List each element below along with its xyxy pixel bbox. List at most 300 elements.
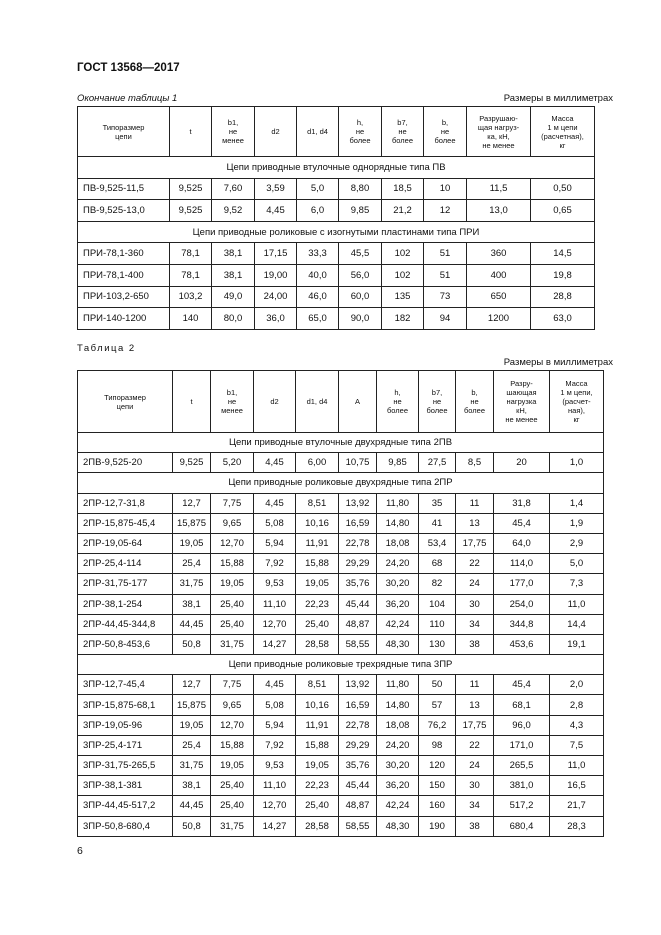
value-cell: 19,05 — [173, 715, 211, 735]
column-header-line: не — [432, 397, 442, 406]
value-cell: 344,8 — [494, 614, 550, 634]
value-cell: 13,92 — [339, 675, 377, 695]
value-cell: 51 — [424, 264, 467, 286]
value-cell: 8,5 — [456, 453, 494, 473]
column-header-line: Разрушаю- — [479, 113, 518, 123]
value-cell: 19,00 — [255, 264, 297, 286]
chain-size-cell: 2ПР-15,875-45,4 — [78, 513, 173, 533]
value-cell: 98 — [419, 735, 456, 755]
column-header — [339, 371, 377, 433]
value-cell: 96,0 — [494, 715, 550, 735]
table2-caption: Таблица 2 — [77, 343, 136, 354]
value-cell: 29,29 — [339, 735, 377, 755]
column-header-line: менее — [221, 406, 243, 415]
value-cell: 4,45 — [254, 493, 296, 513]
column-header-line: t — [189, 127, 192, 136]
value-cell: 31,75 — [211, 816, 254, 836]
value-cell: 48,30 — [377, 634, 419, 654]
value-cell: 38,1 — [212, 243, 255, 265]
value-cell: 48,87 — [339, 614, 377, 634]
column-header-line: ная), — [568, 406, 585, 415]
column-header — [419, 371, 456, 433]
value-cell: 60,0 — [339, 286, 382, 308]
value-cell: 38,1 — [173, 776, 211, 796]
value-cell: 73 — [424, 286, 467, 308]
value-cell: 50,8 — [173, 816, 211, 836]
value-cell: 24,00 — [255, 286, 297, 308]
column-header-line: менее — [222, 136, 244, 145]
table-row — [78, 735, 604, 755]
value-cell: 45,5 — [339, 243, 382, 265]
value-cell: 56,0 — [339, 264, 382, 286]
value-cell: 28,58 — [296, 634, 339, 654]
value-cell: 35 — [419, 493, 456, 513]
value-cell: 11,91 — [296, 533, 339, 553]
value-cell: 30 — [456, 594, 494, 614]
value-cell: 1,4 — [550, 493, 604, 513]
value-cell: 31,75 — [211, 634, 254, 654]
chain-size-cell: 2ПР-44,45-344,8 — [78, 614, 173, 634]
value-cell: 102 — [382, 264, 424, 286]
table-row — [78, 776, 604, 796]
value-cell: 11,10 — [254, 776, 296, 796]
value-cell: 15,88 — [211, 735, 254, 755]
value-cell: 19,05 — [211, 756, 254, 776]
value-cell: 9,525 — [170, 200, 212, 222]
value-cell: 1,9 — [550, 513, 604, 533]
value-cell: 15,88 — [296, 735, 339, 755]
column-header-line: нагрузка — [506, 397, 537, 406]
column-header-line: d1, d4 — [307, 127, 328, 136]
value-cell: 5,20 — [211, 453, 254, 473]
value-cell: 58,55 — [339, 816, 377, 836]
column-header-line: 1 м цепи, — [560, 388, 593, 397]
column-header-line: ка, кН, — [487, 131, 510, 141]
group-row — [78, 473, 604, 493]
value-cell: 16,59 — [339, 513, 377, 533]
value-cell: 8,80 — [339, 178, 382, 200]
value-cell: 10 — [424, 178, 467, 200]
column-header-line: Типоразмер — [104, 392, 146, 402]
value-cell: 19,05 — [211, 574, 254, 594]
column-header-line: Масса — [551, 113, 574, 123]
value-cell: 182 — [382, 308, 424, 330]
value-cell: 76,2 — [419, 715, 456, 735]
value-cell: 20 — [494, 453, 550, 473]
column-header-line: t — [190, 397, 193, 406]
column-header — [254, 371, 296, 433]
column-header-line: b1, — [226, 388, 238, 397]
value-cell: 68 — [419, 554, 456, 574]
group-title: Цепи приводные роликовые с изогнутыми пластинами типа ПРИ — [78, 221, 595, 243]
column-header — [296, 371, 339, 433]
chain-size-cell: 3ПР-38,1-381 — [78, 776, 173, 796]
table2-header-row — [78, 371, 604, 433]
table-row — [78, 796, 604, 816]
value-cell: 171,0 — [494, 735, 550, 755]
value-cell: 2,9 — [550, 533, 604, 553]
value-cell: 42,24 — [377, 796, 419, 816]
value-cell: 46,0 — [297, 286, 339, 308]
value-cell: 0,50 — [531, 178, 595, 200]
column-header-line: d2 — [271, 127, 280, 136]
column-header — [170, 107, 212, 157]
value-cell: 11,91 — [296, 715, 339, 735]
value-cell: 16,5 — [550, 776, 604, 796]
table-row — [78, 453, 604, 473]
value-cell: 27,5 — [419, 453, 456, 473]
column-header-line: более — [463, 406, 486, 415]
table-row — [78, 594, 604, 614]
chain-size-cell: 3ПР-19,05-96 — [78, 715, 173, 735]
value-cell: 12,7 — [173, 675, 211, 695]
value-cell: 14,80 — [377, 695, 419, 715]
value-cell: 33,3 — [297, 243, 339, 265]
chain-size-cell: 3ПР-25,4-171 — [78, 735, 173, 755]
column-header-line: более — [434, 136, 456, 145]
column-header — [211, 371, 254, 433]
value-cell: 45,44 — [339, 594, 377, 614]
value-cell: 94 — [424, 308, 467, 330]
value-cell: 150 — [419, 776, 456, 796]
value-cell: 35,76 — [339, 574, 377, 594]
value-cell: 8,51 — [296, 675, 339, 695]
chain-size-cell: ПРИ-78,1-360 — [78, 243, 170, 265]
value-cell: 12,70 — [254, 614, 296, 634]
table1-units: Размеры в миллиметрах — [503, 93, 613, 104]
value-cell: 130 — [419, 634, 456, 654]
column-header — [382, 107, 424, 157]
table-row — [78, 243, 595, 265]
value-cell: 11,0 — [550, 756, 604, 776]
value-cell: 78,1 — [170, 264, 212, 286]
value-cell: 48,30 — [377, 816, 419, 836]
value-cell: 24 — [456, 756, 494, 776]
column-header-line: не — [393, 397, 402, 406]
value-cell: 51 — [424, 243, 467, 265]
value-cell: 453,6 — [494, 634, 550, 654]
value-cell: 11,80 — [377, 675, 419, 695]
table-row — [78, 308, 595, 330]
value-cell: 11,80 — [377, 493, 419, 513]
group-row — [78, 157, 595, 179]
column-header-line: 1 м цепи — [547, 122, 578, 132]
value-cell: 90,0 — [339, 308, 382, 330]
value-cell: 9,85 — [339, 200, 382, 222]
value-cell: 9,52 — [212, 200, 255, 222]
group-title: Цепи приводные втулочные двухрядные типа 2ПВ — [78, 433, 604, 453]
chain-size-cell: 2ПР-19,05-64 — [78, 533, 173, 553]
group-row — [78, 655, 604, 675]
value-cell: 13,0 — [467, 200, 531, 222]
value-cell: 36,0 — [255, 308, 297, 330]
column-header-line: (расчет- — [562, 397, 591, 406]
value-cell: 2,8 — [550, 695, 604, 715]
value-cell: 11 — [456, 493, 494, 513]
column-header-line: не — [470, 397, 479, 406]
value-cell: 140 — [170, 308, 212, 330]
value-cell: 22,23 — [296, 594, 339, 614]
value-cell: 22,78 — [339, 715, 377, 735]
value-cell: 6,00 — [296, 453, 339, 473]
value-cell: 160 — [419, 796, 456, 816]
table-row — [78, 178, 595, 200]
column-header — [212, 107, 255, 157]
column-header-line: h, — [356, 118, 364, 127]
column-header-line: кг — [559, 140, 566, 150]
value-cell: 78,1 — [170, 243, 212, 265]
chain-size-cell: 3ПР-12,7-45,4 — [78, 675, 173, 695]
column-header — [173, 371, 211, 433]
value-cell: 19,8 — [531, 264, 595, 286]
value-cell: 14,4 — [550, 614, 604, 634]
value-cell: 17,15 — [255, 243, 297, 265]
column-header-line: не менее — [505, 415, 538, 424]
value-cell: 25,40 — [211, 796, 254, 816]
value-cell: 64,0 — [494, 533, 550, 553]
value-cell: 15,875 — [173, 513, 211, 533]
column-header — [78, 371, 173, 433]
value-cell: 7,3 — [550, 574, 604, 594]
column-header-line: не менее — [482, 140, 515, 150]
chain-size-cell: 3ПР-50,8-680,4 — [78, 816, 173, 836]
value-cell: 22 — [456, 554, 494, 574]
value-cell: 190 — [419, 816, 456, 836]
value-cell: 25,4 — [173, 735, 211, 755]
column-header-line: более — [426, 406, 448, 415]
chain-size-cell: ПВ-9,525-11,5 — [78, 178, 170, 200]
value-cell: 25,40 — [211, 776, 254, 796]
value-cell: 120 — [419, 756, 456, 776]
value-cell: 82 — [419, 574, 456, 594]
value-cell: 38,1 — [212, 264, 255, 286]
value-cell: 680,4 — [494, 816, 550, 836]
value-cell: 31,75 — [173, 756, 211, 776]
value-cell: 18,08 — [377, 533, 419, 553]
value-cell: 38,1 — [173, 594, 211, 614]
value-cell: 34 — [456, 614, 494, 634]
value-cell: 12 — [424, 200, 467, 222]
column-header-line: не — [355, 127, 365, 136]
table-row — [78, 675, 604, 695]
value-cell: 49,0 — [212, 286, 255, 308]
value-cell: 4,45 — [255, 200, 297, 222]
value-cell: 30,20 — [377, 574, 419, 594]
value-cell: 38 — [456, 816, 494, 836]
chain-size-cell: ПВ-9,525-13,0 — [78, 200, 170, 222]
column-header-line: Разру- — [510, 379, 533, 388]
column-header-line: h, — [394, 388, 401, 397]
value-cell: 9,525 — [170, 178, 212, 200]
value-cell: 15,88 — [296, 554, 339, 574]
value-cell: 7,5 — [550, 735, 604, 755]
value-cell: 15,875 — [173, 695, 211, 715]
value-cell: 24,20 — [377, 735, 419, 755]
value-cell: 7,92 — [254, 735, 296, 755]
table1 — [77, 106, 595, 330]
value-cell: 650 — [467, 286, 531, 308]
value-cell: 110 — [419, 614, 456, 634]
value-cell: 30 — [456, 776, 494, 796]
value-cell: 25,40 — [296, 614, 339, 634]
value-cell: 5,0 — [297, 178, 339, 200]
column-header — [467, 107, 531, 157]
value-cell: 36,20 — [377, 594, 419, 614]
value-cell: 9,65 — [211, 695, 254, 715]
group-row — [78, 221, 595, 243]
group-title: Цепи приводные роликовые двухрядные типа 2ПР — [78, 473, 604, 493]
value-cell: 17,75 — [456, 715, 494, 735]
value-cell: 7,92 — [254, 554, 296, 574]
column-header — [377, 371, 419, 433]
value-cell: 31,8 — [494, 493, 550, 513]
table-row — [78, 533, 604, 553]
column-header-line: b, — [471, 388, 478, 397]
value-cell: 35,76 — [339, 756, 377, 776]
value-cell: 28,3 — [550, 816, 604, 836]
group-row — [78, 433, 604, 453]
column-header — [531, 107, 595, 157]
value-cell: 22,78 — [339, 533, 377, 553]
value-cell: 6,0 — [297, 200, 339, 222]
table2-units: Размеры в миллиметрах — [503, 357, 613, 368]
value-cell: 517,2 — [494, 796, 550, 816]
table-row — [78, 200, 595, 222]
table-row — [78, 493, 604, 513]
table-row — [78, 614, 604, 634]
value-cell: 360 — [467, 243, 531, 265]
value-cell: 5,94 — [254, 533, 296, 553]
value-cell: 9,525 — [173, 453, 211, 473]
value-cell: 7,60 — [212, 178, 255, 200]
value-cell: 5,08 — [254, 513, 296, 533]
value-cell: 29,29 — [339, 554, 377, 574]
chain-size-cell: 3ПР-15,875-68,1 — [78, 695, 173, 715]
value-cell: 10,16 — [296, 695, 339, 715]
value-cell: 25,4 — [173, 554, 211, 574]
chain-size-cell: 2ПР-25,4-114 — [78, 554, 173, 574]
column-header-line: b, — [441, 118, 449, 127]
column-header — [297, 107, 339, 157]
value-cell: 65,0 — [297, 308, 339, 330]
value-cell: 4,45 — [254, 453, 296, 473]
value-cell: 40,0 — [297, 264, 339, 286]
column-header-line: b7, — [397, 118, 408, 127]
value-cell: 44,45 — [173, 614, 211, 634]
value-cell: 44,45 — [173, 796, 211, 816]
chain-size-cell: 2ПР-50,8-453,6 — [78, 634, 173, 654]
table-row — [78, 554, 604, 574]
table-row — [78, 574, 604, 594]
column-header-line: более — [391, 136, 414, 145]
column-header — [339, 107, 382, 157]
document-header: ГОСТ 13568—2017 — [77, 62, 180, 74]
value-cell: 12,70 — [211, 715, 254, 735]
value-cell: 68,1 — [494, 695, 550, 715]
page-number: 6 — [77, 845, 83, 857]
value-cell: 14,27 — [254, 816, 296, 836]
value-cell: 63,0 — [531, 308, 595, 330]
chain-size-cell: ПРИ-78,1-400 — [78, 264, 170, 286]
value-cell: 11,10 — [254, 594, 296, 614]
value-cell: 24 — [456, 574, 494, 594]
value-cell: 22,23 — [296, 776, 339, 796]
value-cell: 1200 — [467, 308, 531, 330]
value-cell: 38 — [456, 634, 494, 654]
value-cell: 50 — [419, 675, 456, 695]
value-cell: 18,5 — [382, 178, 424, 200]
column-header-line: более — [349, 136, 371, 145]
value-cell: 0,65 — [531, 200, 595, 222]
value-cell: 12,70 — [254, 796, 296, 816]
value-cell: 11,5 — [467, 178, 531, 200]
column-header-line: b1, — [227, 118, 239, 127]
column-header-line: A — [354, 397, 360, 406]
value-cell: 4,3 — [550, 715, 604, 735]
value-cell: 58,55 — [339, 634, 377, 654]
value-cell: 19,05 — [173, 533, 211, 553]
value-cell: 17,75 — [456, 533, 494, 553]
value-cell: 18,08 — [377, 715, 419, 735]
value-cell: 381,0 — [494, 776, 550, 796]
column-header — [494, 371, 550, 433]
column-header-line: не — [228, 127, 238, 136]
value-cell: 14,27 — [254, 634, 296, 654]
value-cell: 5,94 — [254, 715, 296, 735]
table1-caption: Окончание таблицы 1 — [77, 93, 178, 104]
table-row — [78, 264, 595, 286]
value-cell: 13 — [456, 695, 494, 715]
chain-size-cell: 2ПР-38,1-254 — [78, 594, 173, 614]
value-cell: 31,75 — [173, 574, 211, 594]
value-cell: 45,4 — [494, 675, 550, 695]
value-cell: 102 — [382, 243, 424, 265]
value-cell: 4,45 — [254, 675, 296, 695]
value-cell: 11,0 — [550, 594, 604, 614]
value-cell: 177,0 — [494, 574, 550, 594]
value-cell: 15,88 — [211, 554, 254, 574]
column-header-line: щая нагруз- — [477, 122, 520, 132]
table-row — [78, 634, 604, 654]
value-cell: 12,70 — [211, 533, 254, 553]
table-row — [78, 816, 604, 836]
value-cell: 9,65 — [211, 513, 254, 533]
value-cell: 103,2 — [170, 286, 212, 308]
value-cell: 42,24 — [377, 614, 419, 634]
value-cell: 21,2 — [382, 200, 424, 222]
column-header-line: не — [227, 397, 237, 406]
value-cell: 7,75 — [211, 675, 254, 695]
value-cell: 25,40 — [296, 796, 339, 816]
column-header — [550, 371, 604, 433]
value-cell: 30,20 — [377, 756, 419, 776]
value-cell: 36,20 — [377, 776, 419, 796]
value-cell: 114,0 — [494, 554, 550, 574]
value-cell: 14,80 — [377, 513, 419, 533]
value-cell: 48,87 — [339, 796, 377, 816]
value-cell: 2,0 — [550, 675, 604, 695]
value-cell: 7,75 — [211, 493, 254, 513]
value-cell: 28,58 — [296, 816, 339, 836]
value-cell: 12,7 — [173, 493, 211, 513]
column-header-line: цепи — [115, 131, 132, 141]
table2 — [77, 370, 604, 837]
column-header-line: d2 — [270, 397, 279, 406]
value-cell: 53,4 — [419, 533, 456, 553]
value-cell: 135 — [382, 286, 424, 308]
value-cell: 9,53 — [254, 756, 296, 776]
chain-size-cell: 3ПР-44,45-517,2 — [78, 796, 173, 816]
